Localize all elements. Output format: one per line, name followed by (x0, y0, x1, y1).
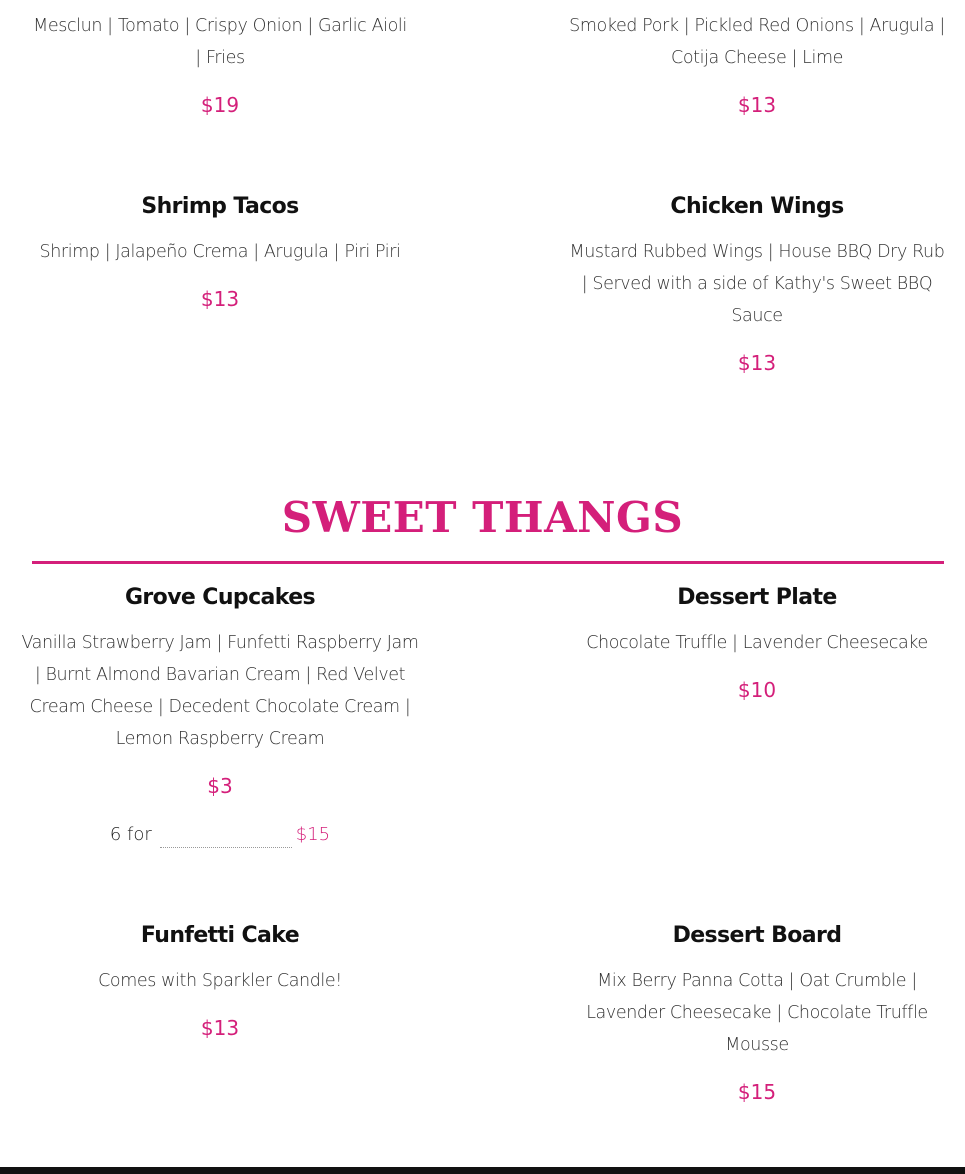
item-name: Grove Cupcakes (124, 585, 316, 610)
menu-item-dessert-plate (567, 583, 947, 705)
item-name: Dessert Plate (677, 585, 837, 610)
menu-item-funfetti-cake (20, 921, 420, 1043)
menu-item-pork (567, 10, 947, 120)
section-title-sweet-thangs: SWEET THANGS (281, 493, 684, 542)
item-price: $13 (200, 1016, 240, 1040)
item-name: Funfetti Cake (140, 923, 300, 948)
item-price: $15 (737, 1080, 777, 1104)
item-description: Shrimp | Jalapeño Crema | Arugula | Piri Piri (39, 242, 401, 262)
item-name: Dessert Board (672, 923, 842, 948)
item-price: $3 (207, 774, 233, 798)
item-description: Mesclun | Tomato | Crispy Onion | Garlic Aioli | Fries (33, 16, 407, 68)
bulk-price: $15 (295, 824, 331, 845)
item-description: Mix Berry Panna Cotta | Oat Crumble | Lavender Cheesecake | Chocolate Truffle Mousse (586, 971, 928, 1055)
item-price: $13 (737, 93, 777, 117)
item-price: $13 (200, 287, 240, 311)
menu-item-chicken-wings (567, 192, 947, 378)
bulk-label: 6 for (109, 824, 152, 845)
item-description: Smoked Pork | Pickled Red Onions | Arugula | Cotija Cheese | Lime (569, 16, 945, 68)
menu-item-dessert-board (567, 921, 947, 1107)
item-description: Chocolate Truffle | Lavender Cheesecake (586, 633, 928, 653)
item-price: $13 (737, 351, 777, 375)
item-description: Mustard Rubbed Wings | House BBQ Dry Rub | Served with a side of Kathy's Sweet BBQ Sauce (569, 242, 945, 326)
menu-item-shrimp-tacos (20, 192, 420, 314)
menu-item-grove-cupcakes (20, 583, 420, 801)
dot-leader (160, 847, 292, 848)
item-name: Shrimp Tacos (141, 194, 299, 219)
item-description: Vanilla Strawberry Jam | Funfetti Raspberry Jam | Burnt Almond Bavarian Cream | Red Velvet Cream Cheese | Decedent Chocolate Cream | Lemon Raspberry Cream (21, 633, 419, 749)
item-name: Chicken Wings (670, 194, 844, 219)
footer-bar (0, 1167, 965, 1174)
section-divider (32, 561, 944, 564)
cupcake-bulk-price-line (0, 820, 440, 850)
menu-item-burger (30, 10, 410, 120)
item-price: $10 (737, 678, 777, 702)
item-description: Comes with Sparkler Candle! (98, 971, 342, 991)
item-price: $19 (200, 93, 240, 117)
